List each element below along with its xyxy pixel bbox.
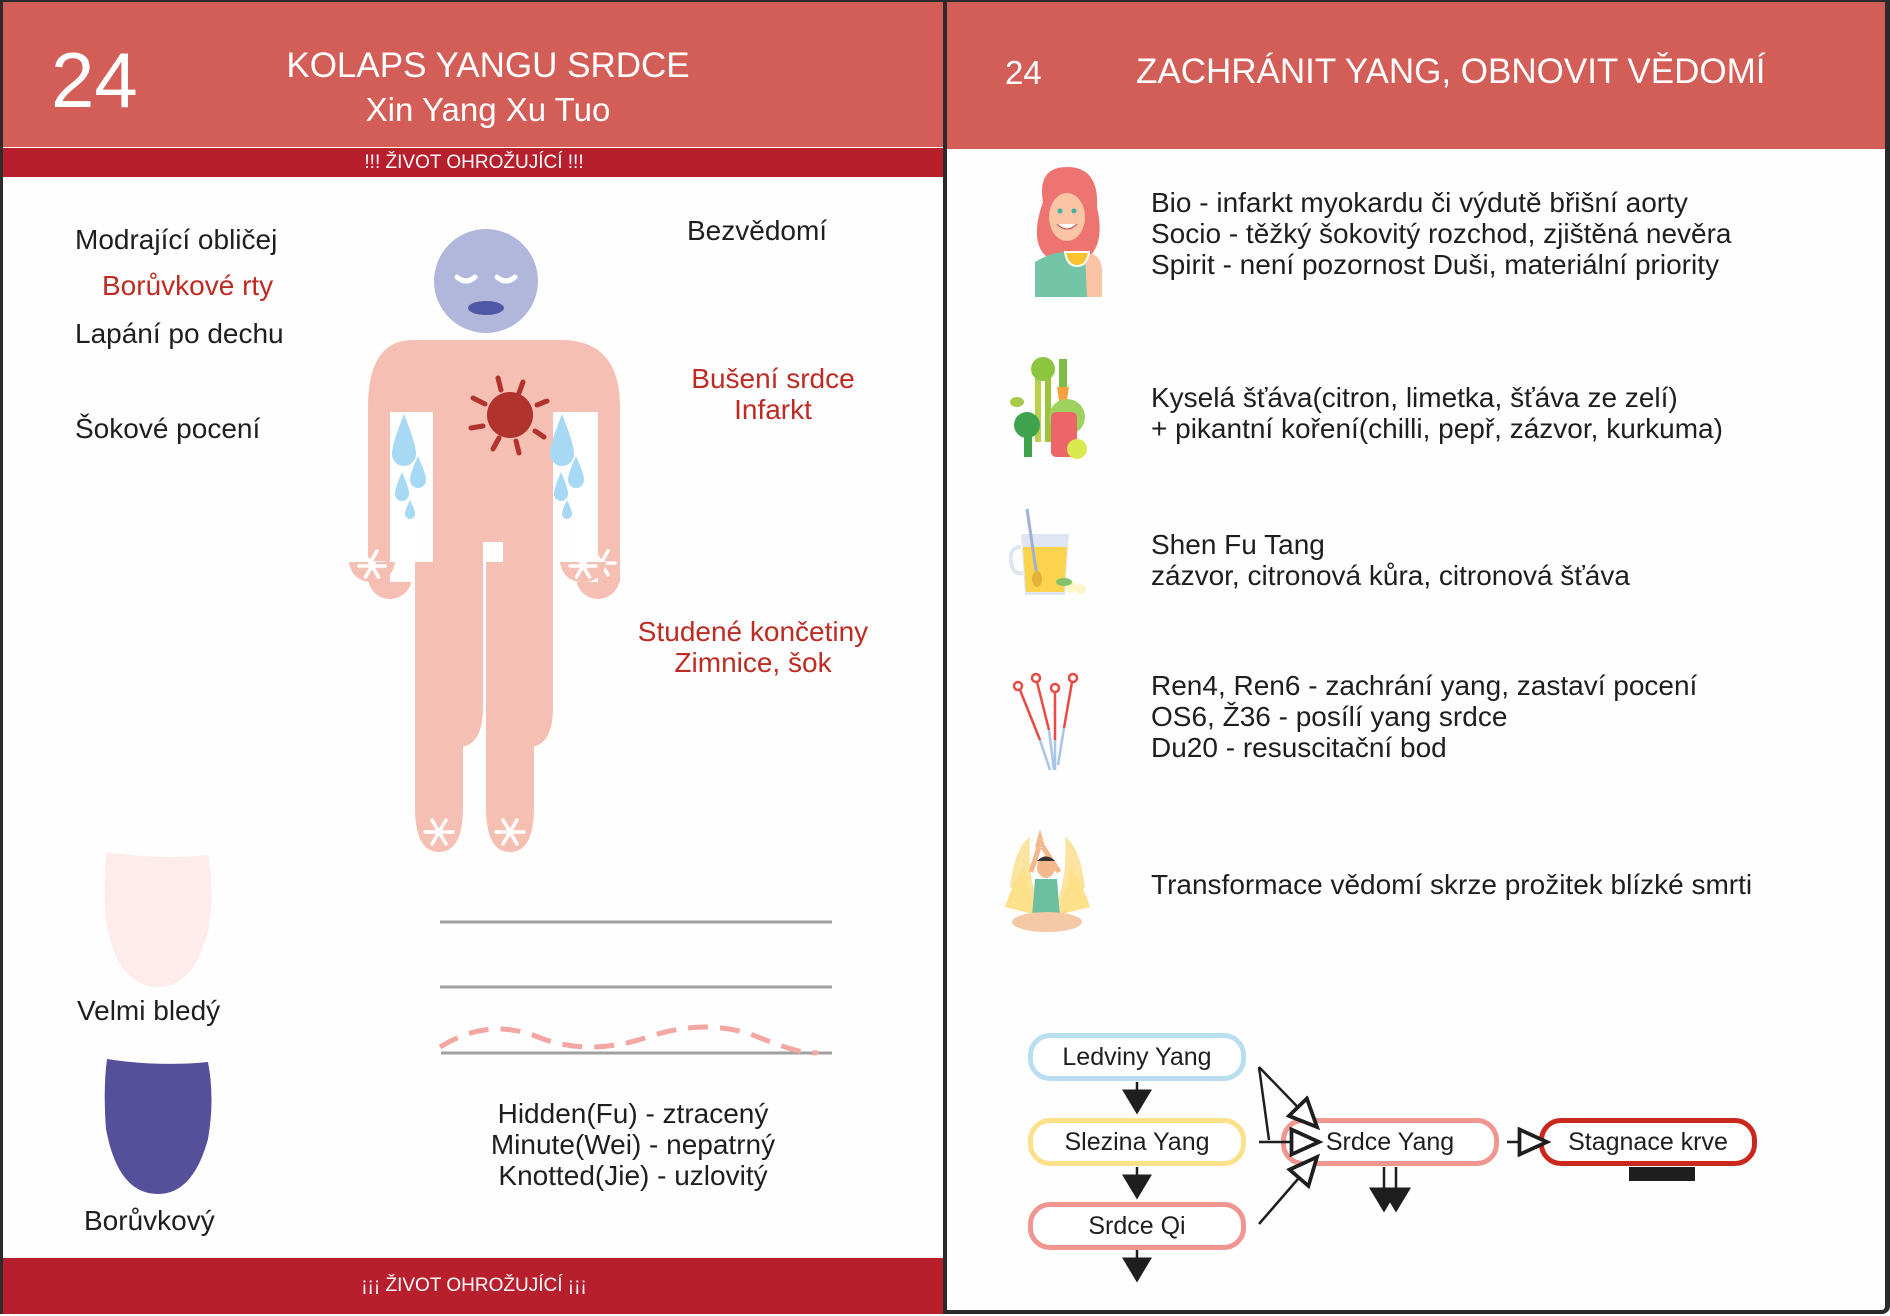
treatment-header	[947, 2, 1885, 149]
treatment-title: ZACHRÁNIT YANG, OBNOVIT VĚDOMÍ	[1136, 52, 1766, 91]
cause-text	[1151, 187, 1731, 280]
treatment-card	[943, 0, 1890, 1314]
woman-with-tea-icon	[1027, 162, 1107, 302]
symptom-sweat: Šokové pocení	[75, 413, 261, 444]
tongue-body-label: Velmi bledý	[77, 995, 221, 1026]
herbal-tea-icon	[1009, 507, 1089, 602]
acupoint-line: Ren4, Ren6 - zachrání yang, zastaví pocení	[1151, 670, 1698, 701]
syndrome-title: KOLAPS YANGU SRDCE	[286, 46, 690, 85]
symptom-lips: Borůvkové rty	[102, 270, 274, 301]
pulse-line: Hidden(Fu) - ztracený	[497, 1098, 769, 1129]
tongue-coat-label: Borůvkový	[84, 1205, 215, 1236]
diagnosis-header	[3, 2, 945, 147]
symptom-heart-line2: Infarkt	[734, 394, 812, 425]
diet-line: Kyselá šťáva(citron, limetka, šťáva ze zelí)	[1151, 382, 1678, 413]
pulse-line: Minute(Wei) - nepatrný	[490, 1129, 776, 1160]
flow-node-kidney-yang: Ledviny Yang	[1028, 1033, 1246, 1081]
diet-text	[1151, 382, 1723, 444]
face-icon	[434, 229, 538, 333]
diet-line: + pikantní koření(chilli, pepř, zázvor, kurkuma)	[1151, 413, 1723, 444]
tongue-coat-blueberry	[103, 1059, 213, 1199]
pathology-flow-diagram	[947, 1022, 1887, 1302]
warning-strip-bottom: ¡¡¡ ŽIVOT OHROŽUJÍCÍ ¡¡¡	[3, 1258, 945, 1314]
meditation-lotus-icon	[1005, 827, 1090, 937]
diagnosis-card	[0, 0, 945, 1314]
symptom-heart	[643, 363, 903, 425]
vegetables-icon	[1009, 357, 1089, 462]
acupuncture-text	[1151, 670, 1697, 763]
symptom-limbs-line2: Zimnice, šok	[674, 647, 832, 678]
flow-arrows	[947, 1022, 1887, 1302]
acupoint-line: Du20 - resuscitační bod	[1151, 732, 1447, 763]
acupuncture-needles-icon	[1012, 670, 1082, 780]
symptom-face: Modrající obličej	[75, 224, 278, 255]
acupoint-line: OS6, Ž36 - posílí yang srdce	[1151, 701, 1508, 732]
cause-bio: Bio - infarkt myokardu či výdutě břišní aorty	[1151, 187, 1688, 218]
card-number: 24	[1005, 54, 1042, 91]
symptom-consciousness: Bezvědomí	[687, 215, 828, 246]
cause-socio: Socio - těžký šokovitý rozchod, zjištěná nevěra	[1151, 218, 1732, 249]
legs-figure	[333, 562, 653, 862]
flow-node-heart-qi: Srdce Qi	[1028, 1202, 1246, 1250]
pulse-line: Knotted(Jie) - uzlovitý	[498, 1160, 768, 1191]
cause-spirit: Spirit - není pozornost Duši, materiální priority	[1151, 249, 1719, 280]
herbal-text	[1151, 529, 1630, 591]
formula-name: Shen Fu Tang	[1151, 529, 1325, 560]
pulse-diagram	[438, 912, 838, 1062]
symptom-limbs-line1: Studené končetiny	[637, 616, 869, 647]
arrow-kidney-to-heart-yang	[1259, 1067, 1317, 1127]
card-number: 24	[51, 36, 138, 124]
pulse-description	[423, 1098, 843, 1191]
spirit-text: Transformace vědomí skrze prožitek blízké smrti	[1151, 869, 1753, 900]
symptom-breath: Lapání po dechu	[75, 318, 284, 349]
warning-strip-top: !!! ŽIVOT OHROŽUJÍCÍ !!!	[3, 148, 945, 177]
arrow-heart-qi-to-heart-yang	[1259, 1157, 1317, 1224]
tongue-body-pale	[103, 852, 213, 992]
flow-node-heart-yang: Srdce Yang	[1281, 1118, 1499, 1166]
symptom-heart-line1: Bušení srdce	[691, 363, 855, 394]
stasis-block-bar	[1629, 1167, 1695, 1181]
formula-ingredients: zázvor, citronová kůra, citronová šťáva	[1151, 560, 1630, 591]
flow-node-blood-stasis: Stagnace krve	[1539, 1118, 1757, 1166]
syndrome-pinyin: Xin Yang Xu Tuo	[365, 91, 611, 128]
flow-node-spleen-yang: Slezina Yang	[1028, 1118, 1246, 1166]
right-arm-gap	[576, 412, 598, 582]
